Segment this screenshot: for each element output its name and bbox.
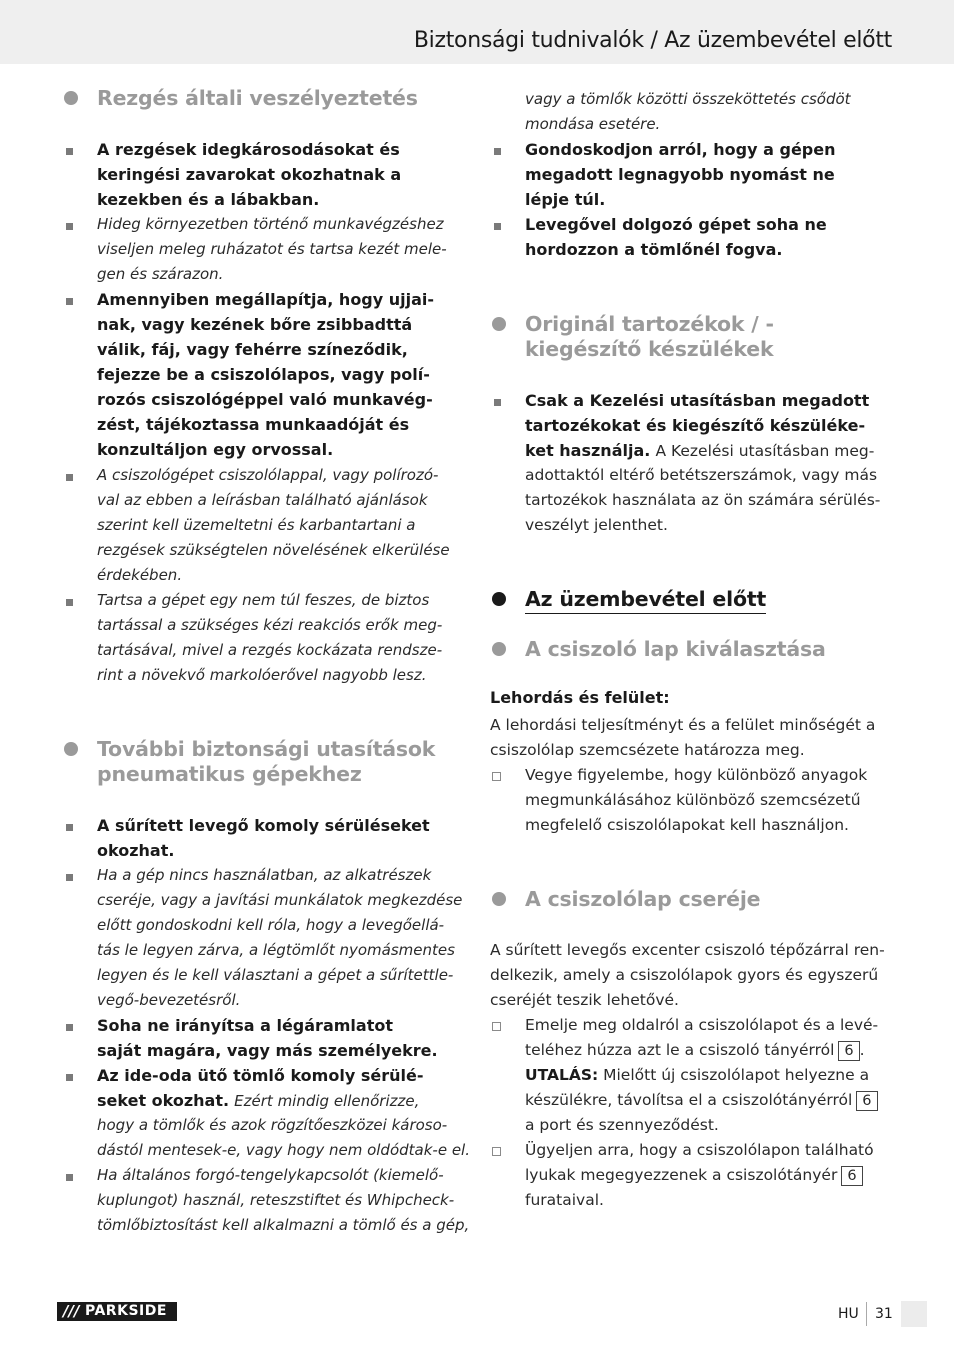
square-bullet-icon (66, 599, 73, 606)
square-bullet-icon (66, 223, 73, 230)
open-square-bullet-icon (492, 772, 501, 781)
subheading-removal-surface: Lehordás és felület: (490, 688, 670, 707)
parkside-logo: /// PARKSIDE (57, 1302, 177, 1321)
square-bullet-icon (494, 148, 501, 155)
page-number: 31 (875, 1306, 893, 1322)
footer-divider (866, 1302, 867, 1326)
square-bullet-icon (66, 824, 73, 831)
heading-bullet-icon (492, 642, 506, 656)
part-reference-badge: 6 (856, 1091, 877, 1111)
note-label: UTALÁS: (525, 1066, 599, 1084)
square-bullet-icon (66, 298, 73, 305)
square-bullet-icon (66, 1024, 73, 1031)
heading-bullet-icon (492, 892, 506, 906)
heading-bullet-icon (64, 91, 78, 105)
paragraph: A lehordási teljesítményt és a felület minőségét a csiszolólap szemcsézete határozza meg. (490, 716, 876, 759)
heading-bullet-icon (492, 317, 506, 331)
square-bullet-icon (494, 223, 501, 230)
part-reference-badge: 6 (838, 1041, 859, 1061)
square-bullet-icon (66, 474, 73, 481)
logo-stripes-icon: /// (63, 1302, 80, 1320)
square-bullet-icon (66, 1074, 73, 1081)
footer-tab-box (901, 1301, 927, 1327)
open-square-bullet-icon (492, 1022, 501, 1031)
square-bullet-icon (66, 874, 73, 881)
part-reference-badge: 6 (841, 1166, 862, 1186)
square-bullet-icon (66, 148, 73, 155)
heading-bullet-icon (492, 592, 506, 606)
open-square-bullet-icon (492, 1147, 501, 1156)
language-code: HU (838, 1306, 859, 1322)
page-header-title: Biztonsági tudnivalók / Az üzembevétel előtt (413, 28, 892, 53)
square-bullet-icon (494, 399, 501, 406)
paragraph: A sűrített levegős excenter csiszoló tépőzárral ren- delkezik, amely a csiszolólapok gyors és egyszerű cseréjét teszik lehetővé. (490, 941, 885, 1009)
square-bullet-icon (66, 1174, 73, 1181)
heading-bullet-icon (64, 742, 78, 756)
